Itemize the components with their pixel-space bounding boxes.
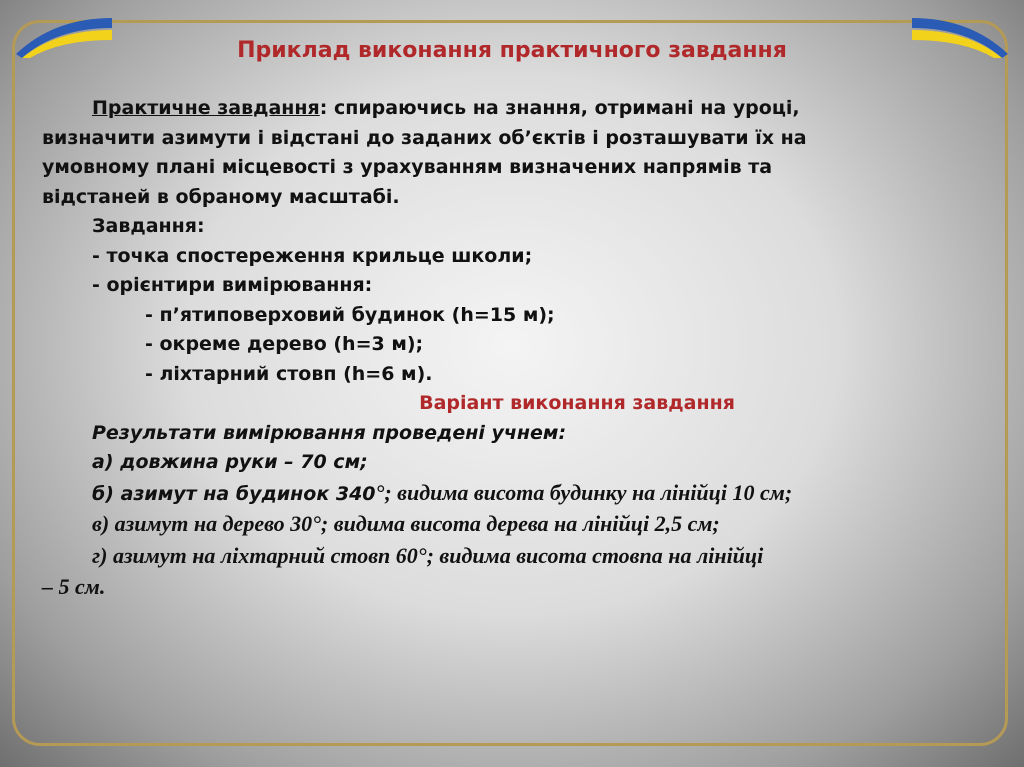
result-b-serif: °; видима висота будинку на лінійці 10 см;	[375, 479, 793, 505]
variant-heading: Варіант виконання завдання	[419, 392, 735, 414]
task-line-2: визначити азимути і відстані до заданих об’єктів і розташувати їх на	[42, 126, 807, 149]
slide-title: Приклад виконання практичного завдання	[237, 38, 787, 63]
task-line-1	[42, 94, 992, 124]
landmarks-heading: - орієнтири вимірювання:	[92, 274, 373, 296]
observation-point: - точка спостереження крильце школи;	[92, 244, 533, 267]
result-b	[42, 478, 992, 510]
result-a: а) довжина руки – 70 см;	[92, 451, 368, 473]
result-d-serif: °; видима висота стовпа на лінійці	[417, 542, 764, 568]
result-d	[42, 541, 992, 573]
task-line-4: відстаней в обраному масштабі.	[42, 185, 400, 208]
result-b-sans: б) азимут на будинок 340	[92, 482, 376, 505]
slide-content	[42, 94, 992, 602]
task-label: Практичне завдання	[92, 97, 320, 119]
result-d-continuation: – 5 см.	[42, 574, 106, 599]
landmark-item: - п’ятиповерховий будинок (h=15 м);	[145, 303, 555, 326]
result-c	[42, 509, 992, 541]
result-d-sans: г) азимут на ліхтарний стовп 60	[92, 542, 418, 568]
results-heading: Результати вимірювання проведені учнем:	[92, 421, 567, 444]
result-c-sans: в) азимут на дерево 30	[92, 511, 313, 536]
landmark-item: - ліхтарний стовп (h=6 м).	[145, 362, 433, 385]
landmark-item: - окреме дерево (h=3 м);	[145, 333, 424, 355]
assignment-heading: Завдання:	[92, 215, 205, 237]
task-line-1-text: : спираючись на знання, отримані на уроці,	[319, 97, 800, 119]
task-line-3: умовному плані місцевості з урахуванням визначених напрямів та	[42, 156, 773, 178]
result-c-serif: °; видима висота дерева на лінійці 2,5 см;	[312, 511, 720, 536]
